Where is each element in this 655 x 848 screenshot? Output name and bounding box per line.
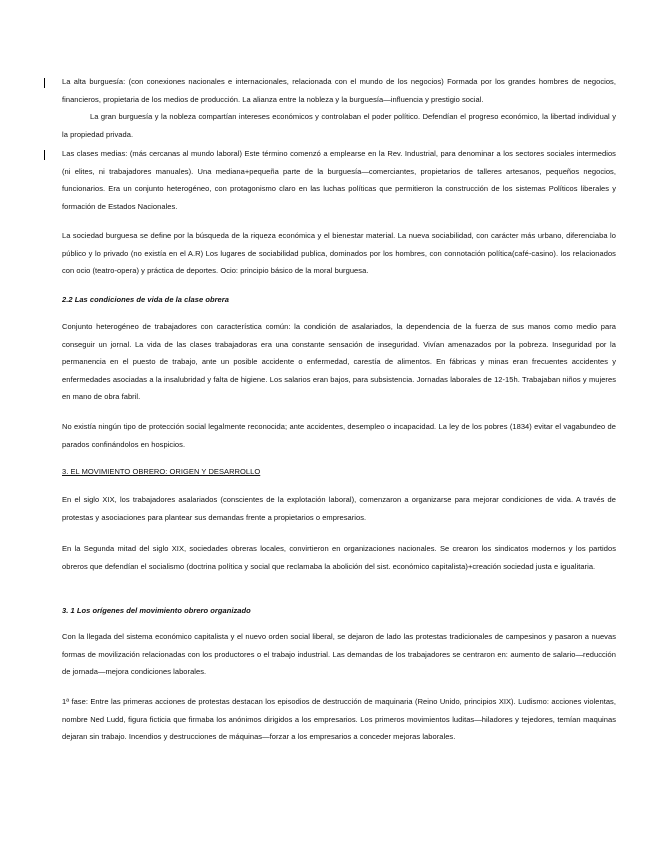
paragraph-primera-fase: 1ª fase: Entre las primeras acciones de protestas destacan los episodios de destrucción de maquinaria (Reino Unido, principios XIX). Ludismo: acciones violentas, nombre Ned Ludd, figura ficticia que firmaba los anónimos dirigidos a los empresarios. Los primeros movimientos luditas—hiladores y tejedores, temían maquinas dejaran sin trabajo. Incendios y destrucciones de máquinas—forzar a los empresarios a conceder mejoras laborales. xyxy=(62,697,616,742)
section-heading-condiciones: 2.2 Las condiciones de vida de la clase obrera xyxy=(62,295,229,304)
paragraph-clases-medias: Las clases medias: (más cercanas al mundo laboral) Este término comenzó a emplearse en la Rev. Industrial, para denominar a los sectores sociales intermedios (ni elites, ni trabajadores manuales). Una mediana+pequeña parte de la burguesía—comerciantes, propietarios de talleres artesanos, pequeños negocios, funcionarios. Era un conjunto heterogéneo, con protagonismo claro en las luchas políticas que permitieron la construcción de los sistemas Políticos liberales y formación de Estados Nacionales. xyxy=(62,149,616,211)
revision-bar xyxy=(44,150,45,160)
paragraph-sociedad-burguesa: La sociedad burguesa se define por la búsqueda de la riqueza económica y el bienestar material. La nueva sociabilidad, con carácter más urbano, diferenciaba lo público y lo privado (no existía en el A.R) Los lugares de sociabilidad publica, dominados por los hombres, con connotación política(café-casino). los relacionados con ocio (teatro-opera) y práctica de deportes. Ocio: principio básico de la moral burguesa. xyxy=(62,231,616,276)
paragraph-alta-burguesia: La alta burguesía: (con conexiones nacionales e internacionales, relacionada con el mundo de los negocios) Formada por los grandes hombres de negocios, financieros, propietaria de los medios de producción. La alianza entre la nobleza y la burguesía—influencia y prestigio social. xyxy=(62,77,616,104)
section-heading-movimiento-obrero: 3. EL MOVIMIENTO OBRERO: ORIGEN Y DESARROLLO xyxy=(62,467,261,476)
paragraph-conjunto-trabajadores: Conjunto heterogéneo de trabajadores con característica común: la condición de asalariados, la dependencia de la fuerza de sus manos como medio para conseguir un jornal. La vida de las clases trabajadoras era una constante sensación de inseguridad. Vivían amenazados por la pobreza. Inseguridad por la permanencia en el puesto de trabajo, ante un posible accidente o enfermedad, carestía de alimentos. En fábricas y minas eran frecuentes accidentes y enfermedades asociadas a la insalubridad y falta de higiene. Los salarios eran bajos, para subsistencia. Jornadas laborales de 12-15h. Trabajaban niños y mujeres en mano de obra fabril. xyxy=(62,322,616,402)
paragraph-siglo-xix: En el siglo XIX, los trabajadores asalariados (conscientes de la explotación laboral), comenzaron a organizarse para mejorar condiciones de vida. A través de protestas y asociaciones para plantear sus demandas frente a propietarios o empresarios. xyxy=(62,495,616,522)
paragraph-no-existia: No existía ningún tipo de protección social legalmente reconocida; ante accidentes, desempleo o incapacidad. La ley de los pobres (1834) evitar el vagabundeo de parados confinándolos en hospicios. xyxy=(62,422,616,449)
paragraph-gran-burguesia: La gran burguesía y la nobleza compartían intereses económicos y controlaban el poder político. Defendían el progreso económico, la libertad individual y la propiedad privada. xyxy=(62,112,616,139)
section-heading-origenes: 3. 1 Los orígenes del movimiento obrero organizado xyxy=(62,606,251,615)
paragraph-llegada-sistema: Con la llegada del sistema económico capitalista y el nuevo orden social liberal, se dejaron de lado las protestas tradicionales de campesinos y pasaron a nuevas formas de movilización relacionadas con los productores o el trabajo industrial. Las demandas de los trabajadores se centraron en: aumento de salario—reducción de jornada—mejora condiciones laborales. xyxy=(62,632,616,677)
revision-bar xyxy=(44,78,45,88)
paragraph-segunda-mitad: En la Segunda mitad del siglo XIX, sociedades obreras locales, convirtieron en organizaciones nacionales. Se crearon los sindicatos modernos y los partidos obreros que defendían el socialismo (doctrina política y social que reclamaba la abolición del sist. económico capitalista)+creación sociedad justa e igualitaria. xyxy=(62,544,616,571)
